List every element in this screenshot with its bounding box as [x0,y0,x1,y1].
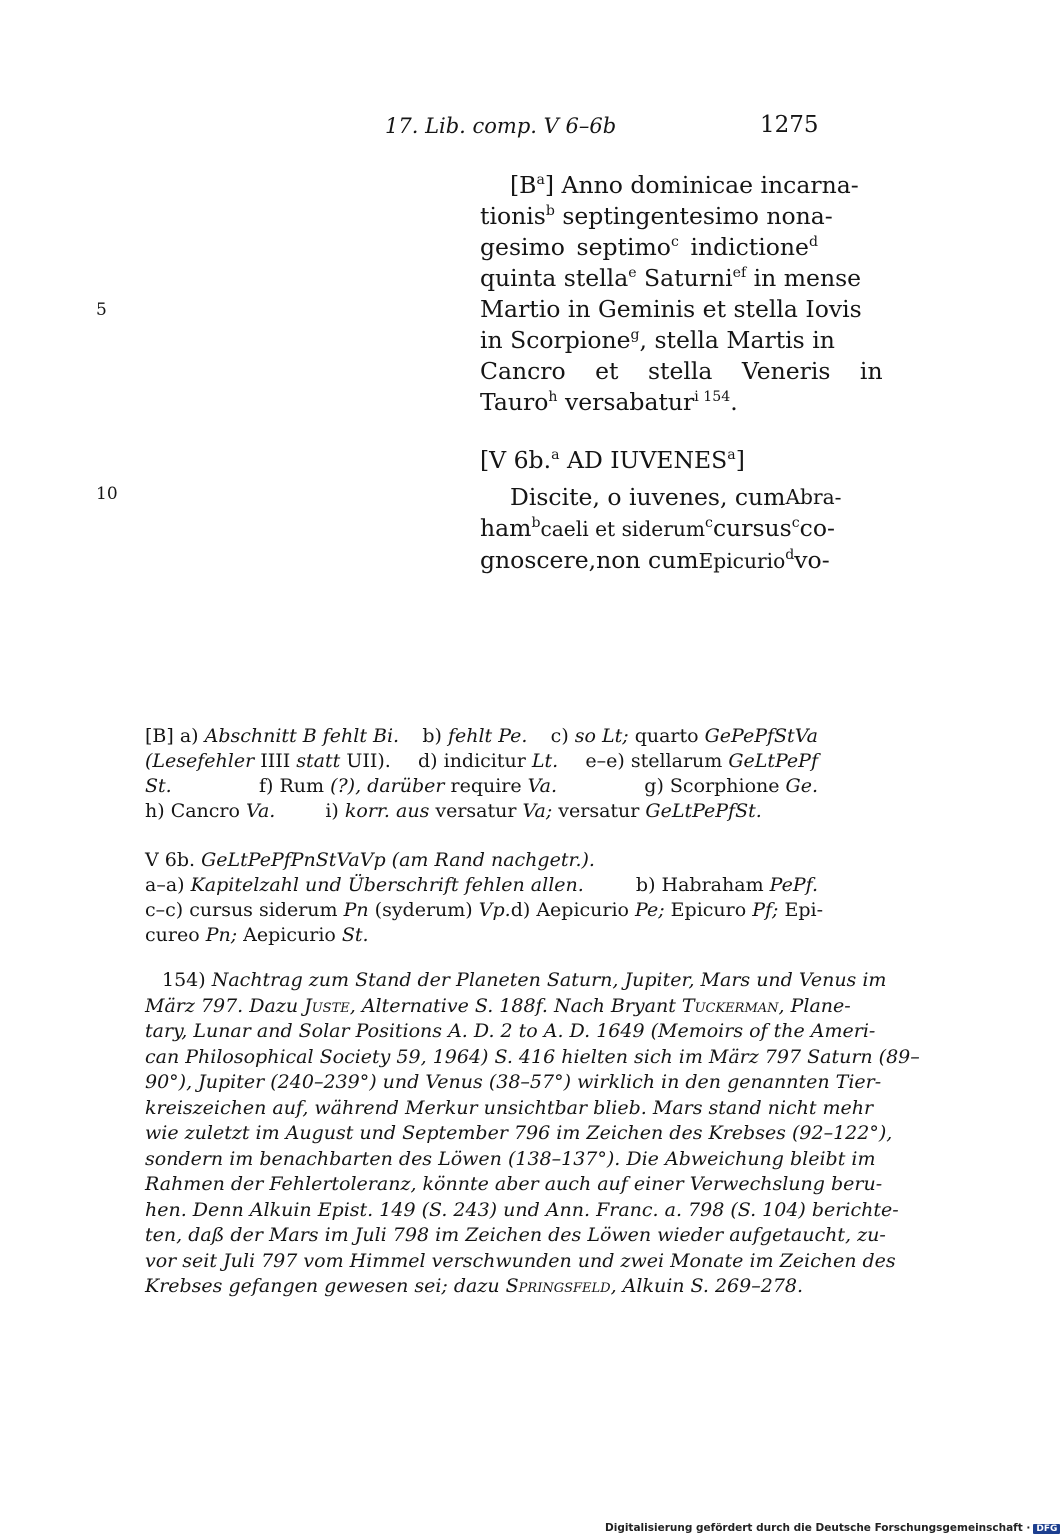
dfg-logo-icon: DFG [1033,1524,1060,1534]
text-line: in Scorpione$^g$, stella Martis in [480,326,835,354]
apparatus-line: a–a) Kapitelzahl und Überschrift fehlen allen. b) Habraham PePf. [145,874,818,896]
apparatus-line: V 6b. GeLtPePfPnStVaVp (am Rand nachgetr.). [145,849,595,871]
text-line: Cancro et stella Veneris in [480,357,883,385]
text-line: quinta stella$^e$ Saturni$^{ef}$ in mense [480,264,862,292]
text-line: Tauro$^h$ versabatur$^{i 154}$. [480,388,738,416]
text-line: gnoscere, non cum Epicurio$^d$ vo- [480,546,830,574]
apparatus-line: cureo Pn; Aepicurio St. [145,924,369,946]
section-heading: [V 6b.$^a$ AD IUVENES$^a$] [480,446,745,474]
text-line: tionis$^b$ septingentesimo nona- [480,202,833,230]
footnote-line: vor seit Juli 797 vom Himmel verschwunden und zwei Monate im Zeichen des [145,1249,896,1272]
text-line: ham$^b$ caeli et siderum$^c$ cursus$^c$ co- [480,514,835,542]
footnote-line: März 797. Dazu Juste, Alternative S. 188f. Nach Bryant Tuckerman, Plane- [145,994,851,1017]
footnote-line: Krebses gefangen gewesen sei; dazu Springsfeld, Alkuin S. 269–278. [145,1275,804,1297]
footnote-line: sondern im benachbarten des Löwen (138–137°). Die Abweichung bleibt im [145,1147,876,1170]
footnote-line: kreiszeichen auf, während Merkur unsichtbar blieb. Mars stand nicht mehr [145,1096,874,1119]
apparatus-6b [145,848,824,948]
footnote-line: 154) Nachtrag zum Stand der Planeten Saturn, Jupiter, Mars und Venus im [162,969,887,991]
apparatus-line: [B] a) Abschnitt B fehlt Bi. b) fehlt Pe. c) so Lt; quarto GePePfStVa [145,725,818,747]
digitization-credit: Digitalisierung gefördert durch die Deutsche Forschungsgemeinschaft · DFG [605,1522,1060,1534]
footnote-line: ten, daß der Mars im Juli 798 im Zeichen des Löwen wieder aufgetaucht, zu- [145,1224,886,1246]
footnote-line: can Philosophical Society 59, 1964) S. 416 hielten sich im März 797 Saturn (89– [145,1045,920,1068]
footnote-line: tary, Lunar and Solar Positions A. D. 2 to A. D. 1649 (Memoirs of the Ameri- [145,1020,876,1042]
text-line: Martio in Geminis et stella Iovis [480,295,862,323]
apparatus-line: h) Cancro Va. i) korr. aus versatur Va; versatur GeLtPePfSt. [145,800,762,822]
footnote-line: hen. Denn Alkuin Epist. 149 (S. 243) und Ann. Franc. a. 798 (S. 104) berichte- [145,1198,899,1221]
text-line: $[B^a]$ Anno dominicae incarna- [510,171,859,199]
text-line: gesimo septimo$^c$ indictione$^d$ [480,233,818,261]
main-text-block [480,170,883,418]
verse-text-block [480,482,842,577]
line-number-5: 5 [96,300,107,320]
apparatus-B [145,724,818,824]
page-number: 1275 [760,112,819,138]
footnote-line: wie zuletzt im August und September 796 im Zeichen des Krebses (92–122°), [145,1122,893,1144]
text-line: Discite, o iuvenes, cum Abra- [510,483,842,511]
footnote-line: 90°), Jupiter (240–239°) und Venus (38–57°) wirklich in den genannten Tier- [145,1071,882,1093]
footnote-line: Rahmen der Fehlertoleranz, könnte aber auch auf einer Verwechslung beru- [145,1173,883,1195]
running-title: 17. Lib. comp. V 6–6b [385,114,617,138]
line-number-10: 10 [96,484,118,504]
apparatus-line: (Lesefehler IIII statt UII). d) indicitur Lt. e–e) stellarum GeLtPePf [145,750,818,772]
footnote-154 [145,968,920,1300]
apparatus-line: c–c) cursus siderum Pn (syderum) Vp. d) Aepicurio Pe; Epicuro Pf; Epi- [145,899,824,921]
apparatus-line: St. f) Rum (?), darüber require Va. g) Scorphione Ge. [145,775,818,797]
